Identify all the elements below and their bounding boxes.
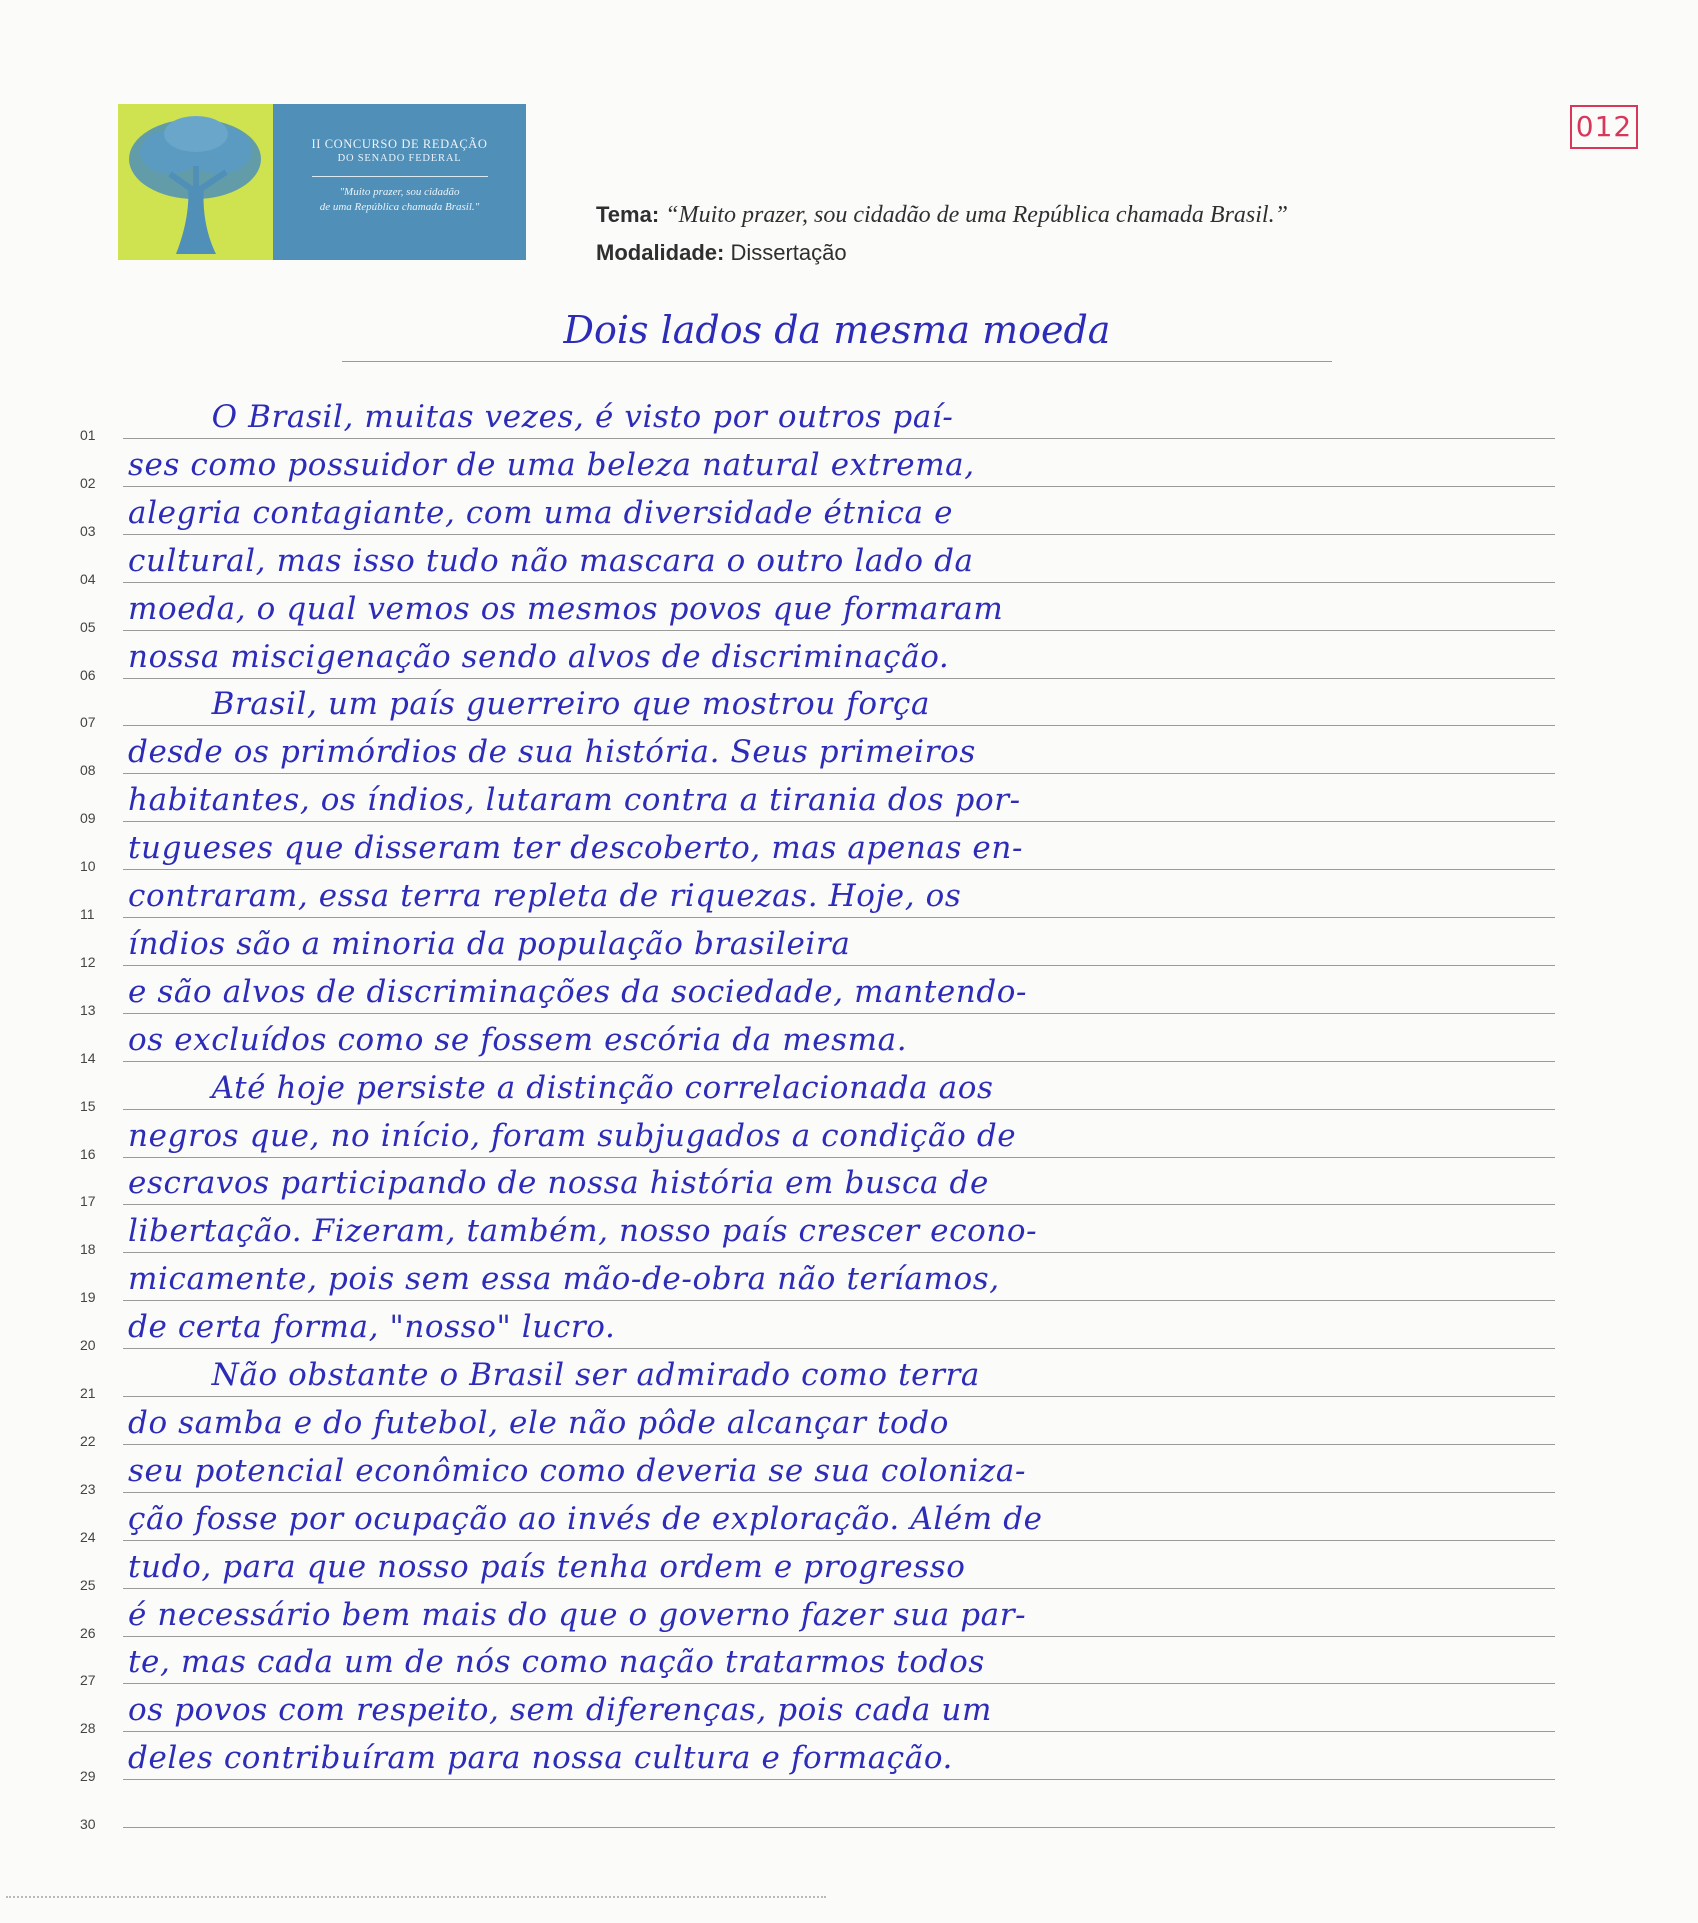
essay-line — [0, 1014, 1698, 1066]
handwritten-line-text: Não obstante o Brasil ser admirado como terra — [128, 1357, 981, 1393]
essay-line — [0, 1493, 1698, 1545]
essay-line — [0, 535, 1698, 587]
handwritten-line-text: tudo, para que nosso país tenha ordem e progresso — [128, 1548, 966, 1585]
line-number: 20 — [80, 1337, 96, 1354]
essay-line — [0, 583, 1698, 635]
line-number: 30 — [80, 1816, 96, 1833]
logo-title: II CONCURSO DE REDAÇÃO — [311, 137, 488, 151]
line-number: 07 — [80, 714, 96, 731]
handwritten-line-text: nossa miscigenação sendo alvos de discriminação. — [128, 638, 950, 675]
essay-line — [0, 1732, 1698, 1785]
handwritten-line-text: cultural, mas isso tudo não mascara o outro lado da — [128, 542, 974, 579]
handwritten-line-text: os excluídos como se fossem escória da mesma. — [128, 1021, 908, 1058]
handwritten-line-text: contraram, essa terra repleta de riquezas. Hoje, os — [128, 878, 962, 914]
line-number: 16 — [80, 1145, 96, 1162]
line-number: 05 — [80, 618, 96, 635]
handwritten-line-text: moeda, o qual vemos os mesmos povos que formaram — [128, 590, 1004, 627]
handwritten-line-text: índios são a minoria da população brasileira — [128, 925, 851, 962]
line-number: 25 — [80, 1576, 96, 1593]
logo-quote-line-2: de uma República chamada Brasil." — [319, 201, 480, 213]
line-number: 13 — [80, 1001, 96, 1018]
handwritten-line-text: alegria contagiante, com uma diversidade étnica e — [128, 494, 954, 531]
theme-value: “Muito prazer, sou cidadão de uma República chamada Brasil.” — [665, 202, 1288, 228]
line-number: 02 — [80, 474, 96, 491]
line-number: 08 — [80, 762, 96, 779]
mode-value: Dissertação — [730, 240, 847, 265]
page-number-stamp: 012 — [1570, 105, 1638, 149]
essay-line — [0, 918, 1698, 970]
handwritten-line-text: te, mas cada um de nós como nação tratarmos todos — [128, 1644, 985, 1681]
line-number: 01 — [80, 427, 96, 443]
essay-line — [0, 1301, 1698, 1354]
handwritten-line-text: escravos participando de nossa história em busca de — [128, 1165, 989, 1202]
essay-line — [0, 774, 1698, 827]
handwritten-line-text: ses como possuidor de uma beleza natural extrema, — [128, 446, 975, 483]
line-number: 12 — [80, 953, 96, 970]
handwritten-line-text: desde os primórdios de sua história. Seus primeiros — [128, 734, 976, 771]
essay-line — [0, 1205, 1698, 1258]
handwritten-line-text: Brasil, um país guerreiro que mostrou força — [128, 686, 931, 723]
essay-line — [0, 1253, 1698, 1306]
essay-line — [0, 1780, 1698, 1833]
handwritten-line-text: tugueses que disseram ter descoberto, mas apenas en- — [128, 830, 1024, 867]
handwritten-line-text: libertação. Fizeram, também, nosso país crescer econo- — [128, 1213, 1038, 1250]
line-number: 23 — [80, 1480, 96, 1497]
mode-label: Modalidade: — [596, 240, 725, 265]
line-number: 26 — [80, 1624, 96, 1641]
essay-line — [0, 1062, 1698, 1114]
line-number: 06 — [80, 666, 96, 683]
perforation-dots — [6, 1896, 826, 1898]
handwritten-line-text: é necessário bem mais do que o governo fazer sua par- — [128, 1596, 1027, 1633]
handwritten-line-text: ção fosse por ocupação ao invés de exploração. Além de — [128, 1500, 1043, 1537]
essay-line — [0, 1684, 1698, 1737]
line-number: 19 — [80, 1289, 96, 1306]
handwritten-line-text: os povos com respeito, sem diferenças, pois cada um — [128, 1692, 992, 1729]
essay-line — [0, 822, 1698, 875]
essay-line — [0, 870, 1698, 922]
line-number: 28 — [80, 1720, 96, 1737]
logo-quote-line-1: "Muito prazer, sou cidadão — [339, 186, 460, 198]
logo-subtitle: DO SENADO FEDERAL — [337, 153, 462, 164]
handwritten-line-text: seu potencial econômico como deveria se sua coloniza- — [128, 1452, 1027, 1489]
line-number: 14 — [80, 1049, 96, 1066]
handwritten-line-text: micamente, pois sem essa mão-de-obra não teríamos, — [128, 1261, 1000, 1298]
line-number: 10 — [80, 858, 96, 875]
line-number: 18 — [80, 1241, 96, 1258]
handwritten-line-text: negros que, no início, foram subjugados a condição de — [128, 1117, 1017, 1154]
line-number: 22 — [80, 1432, 96, 1449]
line-rule — [123, 1827, 1555, 1828]
essay-line — [0, 726, 1698, 779]
essay-line — [0, 1589, 1698, 1641]
line-number: 04 — [80, 570, 96, 587]
handwritten-line-text: e são alvos de discriminações da sociedade, mantendo- — [128, 973, 1028, 1010]
line-number: 15 — [80, 1097, 96, 1114]
line-number: 11 — [80, 906, 95, 922]
essay-line — [0, 966, 1698, 1018]
line-number: 29 — [80, 1768, 96, 1785]
handwritten-line-text: Até hoje persiste a distinção correlacionada aos — [128, 1069, 994, 1106]
handwritten-line-text: deles contribuíram para nossa cultura e formação. — [128, 1740, 954, 1777]
line-number: 09 — [80, 810, 96, 827]
essay-line — [0, 439, 1698, 491]
essay-line — [0, 1157, 1698, 1210]
line-number: 17 — [80, 1193, 96, 1210]
essay-line — [0, 391, 1698, 443]
essay-line — [0, 487, 1698, 539]
essay-line — [0, 1541, 1698, 1593]
essay-title: Dois lados da mesma moeda — [563, 308, 1111, 352]
handwritten-line-text: do samba e do futebol, ele não pôde alcançar todo — [128, 1404, 949, 1441]
line-number: 24 — [80, 1528, 96, 1545]
essay-line — [0, 678, 1698, 731]
essay-line — [0, 1445, 1698, 1497]
line-number: 27 — [80, 1672, 96, 1689]
essay-line — [0, 1349, 1698, 1401]
handwritten-line-text: O Brasil, muitas vezes, é visto por outros paí- — [128, 399, 954, 435]
essay-line — [0, 1397, 1698, 1449]
line-number: 21 — [80, 1385, 96, 1401]
handwritten-line-text: habitantes, os índios, lutaram contra a tirania dos por- — [128, 782, 1021, 819]
handwritten-line-text: de certa forma, "nosso" lucro. — [128, 1309, 616, 1346]
essay-line — [0, 1636, 1698, 1689]
theme-label: Tema: — [596, 202, 660, 227]
essay-line — [0, 631, 1698, 683]
essay-line — [0, 1110, 1698, 1162]
line-number: 03 — [80, 522, 96, 539]
